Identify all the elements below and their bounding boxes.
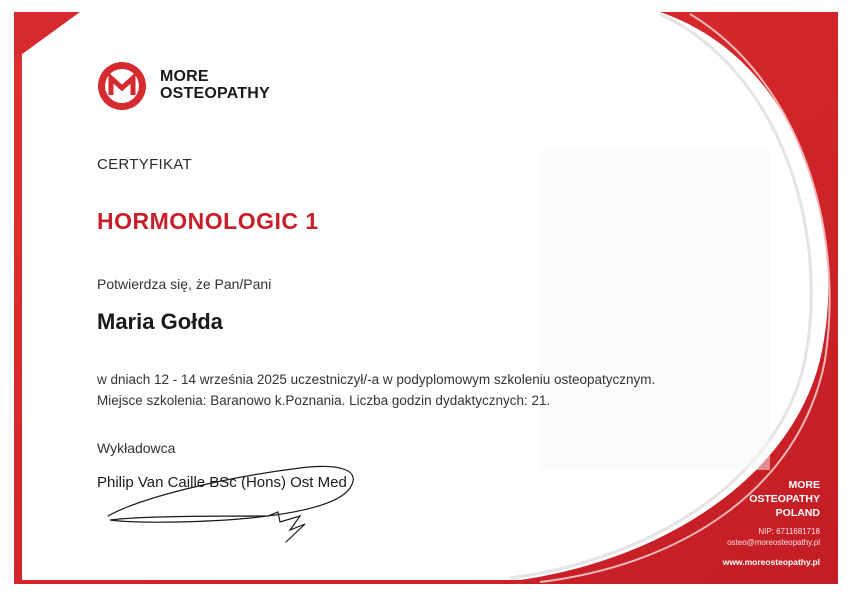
footer-email: osteo@moreosteopathy.pl [727,538,820,547]
brand-line-1: MORE [160,68,209,85]
course-details [97,369,655,411]
footer-contact [620,526,820,548]
footer-org-line-1: MORE [788,479,820,491]
brand-wordmark [160,68,270,102]
details-line-2: Miejsce szkolenia: Baranowo k.Poznania. Liczba godzin dydaktycznych: 21. [97,393,551,408]
course-title: HORMONOLOGIC 1 [97,208,319,234]
footer-org-line-3: POLAND [775,507,820,519]
brand-line-2: OSTEOPATHY [160,85,270,102]
handwritten-signature [100,458,370,548]
footer-organization [670,478,820,520]
confirmation-text: Potwierdza się, że Pan/Pani [97,276,272,292]
lecturer-name: Philip Van Caille BSc (Hons) Ost Med [97,474,347,491]
footer-org-line-2: OSTEOPATHY [749,493,820,505]
details-line-1: w dniach 12 - 14 września 2025 uczestniczył/-a w podyplomowym szkoleniu osteopatycznym. [97,372,656,387]
lecturer-label: Wykładowca [97,440,176,456]
footer-nip: NIP: 6711681718 [758,527,820,536]
more-osteopathy-logo [96,60,156,112]
participant-name: Maria Gołda [97,309,223,334]
certificate-label: CERTYFIKAT [97,156,192,173]
footer-website: www.moreosteopathy.pl [722,557,820,567]
